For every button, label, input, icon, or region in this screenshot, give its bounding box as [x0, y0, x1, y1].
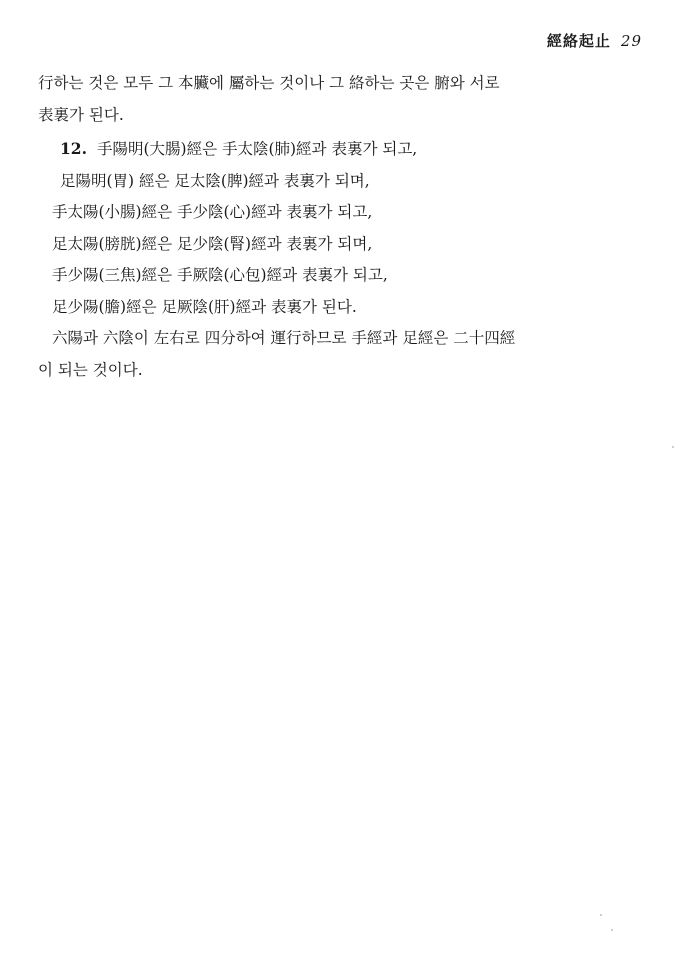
item-12-line-2: 足陽明(胃) 經은 足太陰(脾)經과 表裏가 되며, [60, 171, 370, 190]
scan-speck [611, 929, 613, 931]
running-head [547, 30, 642, 51]
item-number: 12. [60, 139, 87, 158]
body-text [38, 68, 650, 386]
paragraph-2-line-2: 이 되는 것이다. [38, 360, 143, 379]
item-12-line-5: 手少陽(三焦)經은 手厥陰(心包)經과 表裏가 되고, [52, 266, 388, 284]
chapter-title: 經絡起止 [546, 32, 611, 50]
item-12-line-6: 足少陽(膽)經은 足厥陰(肝)經과 表裏가 된다. [52, 297, 357, 316]
item-12-line-4: 足太陽(膀胱)經은 足少陰(腎)經과 表裏가 되며, [52, 234, 373, 253]
item-12-line-1 [38, 133, 650, 166]
page-number: 29 [620, 32, 642, 50]
paragraph-1-line-1: 行하는 것은 모두 그 本臟에 屬하는 것이나 그 絡하는 곳은 腑와 서로 [38, 74, 500, 92]
scan-speck [672, 446, 674, 448]
item-12-line-3: 手太陽(小腸)經은 手少陰(心)經과 表裏가 되고, [52, 203, 373, 221]
item-12-text-1: 手陽明(大腸)經은 手太陰(肺)經과 表裏가 되고, [96, 140, 418, 158]
paragraph-2-line-1: 六陽과 六陰이 左右로 四分하여 運行하므로 手經과 足經은 二十四經 [52, 329, 516, 347]
paragraph-1-line-2: 表裏가 된다. [38, 105, 124, 124]
scan-speck [600, 914, 602, 916]
